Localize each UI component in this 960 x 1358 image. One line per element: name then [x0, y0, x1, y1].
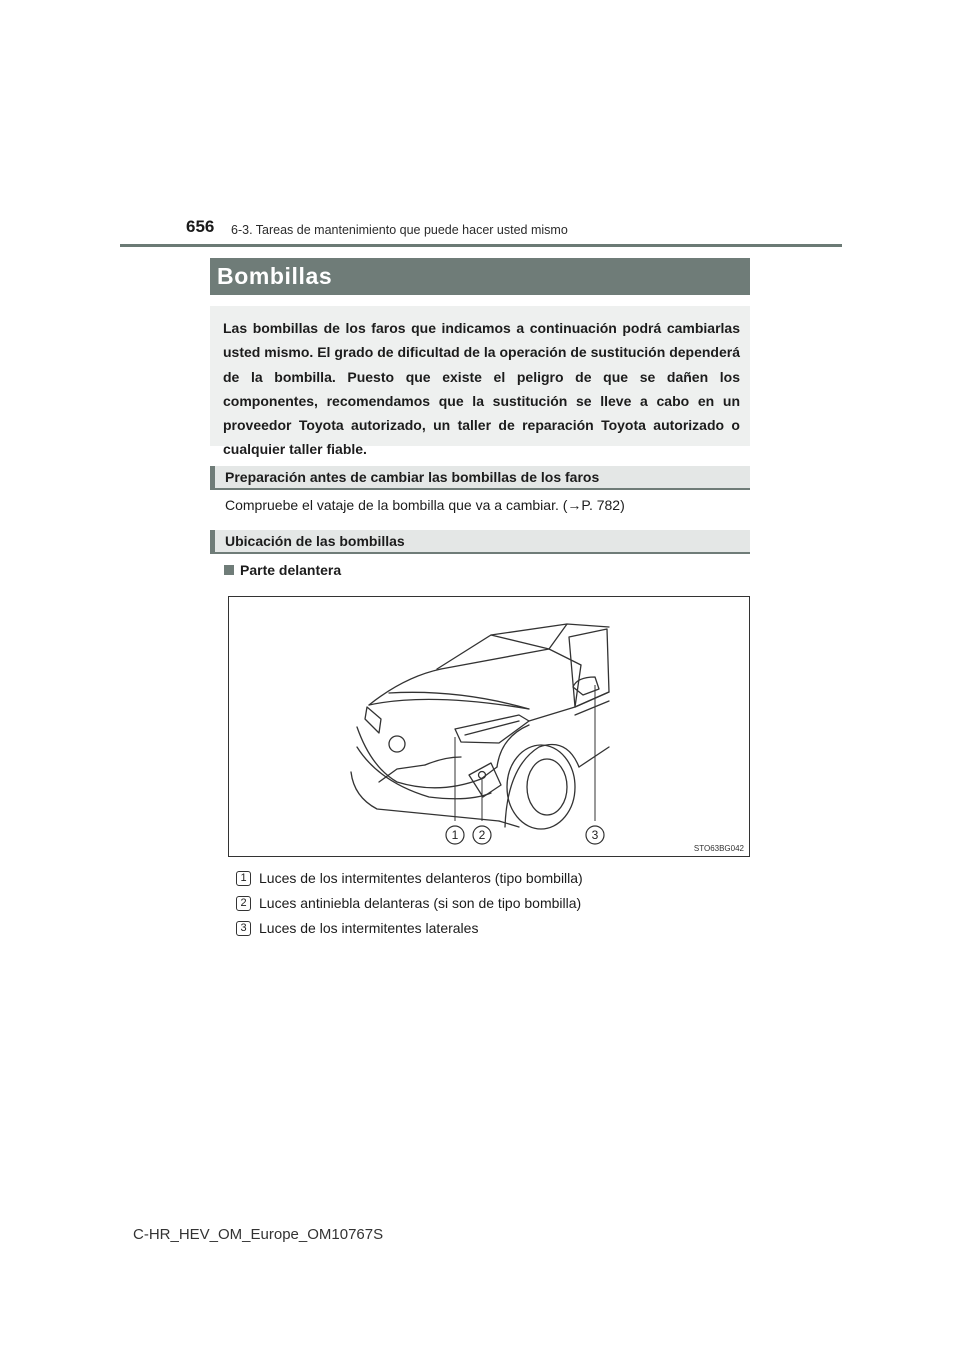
figure-code: STO63BG042	[693, 844, 744, 853]
subsection-label: Parte delantera	[240, 562, 342, 578]
callout-1-label: 1	[451, 828, 459, 842]
subsection-front	[224, 562, 341, 578]
section-path: 6-3. Tareas de mantenimiento que puede hacer usted mismo	[231, 223, 568, 237]
item-number-badge: 2	[236, 896, 251, 911]
item-number-badge: 1	[236, 871, 251, 886]
list-item	[236, 895, 581, 911]
section-heading-location	[210, 530, 750, 554]
item-text: Luces de los intermitentes delanteros (tipo bombilla)	[259, 870, 583, 886]
page-title: Bombillas	[217, 263, 333, 289]
item-text: Luces de los intermitentes laterales	[259, 920, 479, 936]
header-rule	[120, 244, 842, 247]
list-item	[236, 920, 478, 936]
preparation-text: Compruebe el vataje de la bombilla que va a cambiar. (→P. 782)	[225, 497, 625, 513]
item-number-badge: 3	[236, 921, 251, 936]
intro-box: Las bombillas de los faros que indicamos a continuación podrá cambiarlas usted mismo. El grado de dificultad de la operación de sustitución dependerá de la bombilla. Puesto que existe el peligro de que se dañen los componentes, recomendamos que la sustitución se lleve a cabo en un proveedor Toyota autorizado, un taller de reparación Toyota autorizado o cualquier taller fiable.	[210, 306, 750, 446]
car-front-illustration	[229, 597, 749, 856]
page-number: 656	[186, 217, 215, 236]
footer-document-id: C-HR_HEV_OM_Europe_OM10767S	[133, 1226, 384, 1243]
car-front-figure	[228, 596, 750, 857]
item-text: Luces antiniebla delanteras (si son de tipo bombilla)	[259, 895, 582, 911]
section-heading-preparation	[210, 466, 750, 490]
title-bar	[210, 258, 750, 295]
callout-2-label: 2	[478, 828, 486, 842]
list-item	[236, 870, 583, 886]
callout-3-label: 3	[591, 828, 599, 842]
section-heading-text: Preparación antes de cambiar las bombillas de los faros	[225, 469, 600, 485]
section-heading-text: Ubicación de las bombillas	[225, 533, 405, 549]
square-bullet-icon	[224, 565, 234, 575]
